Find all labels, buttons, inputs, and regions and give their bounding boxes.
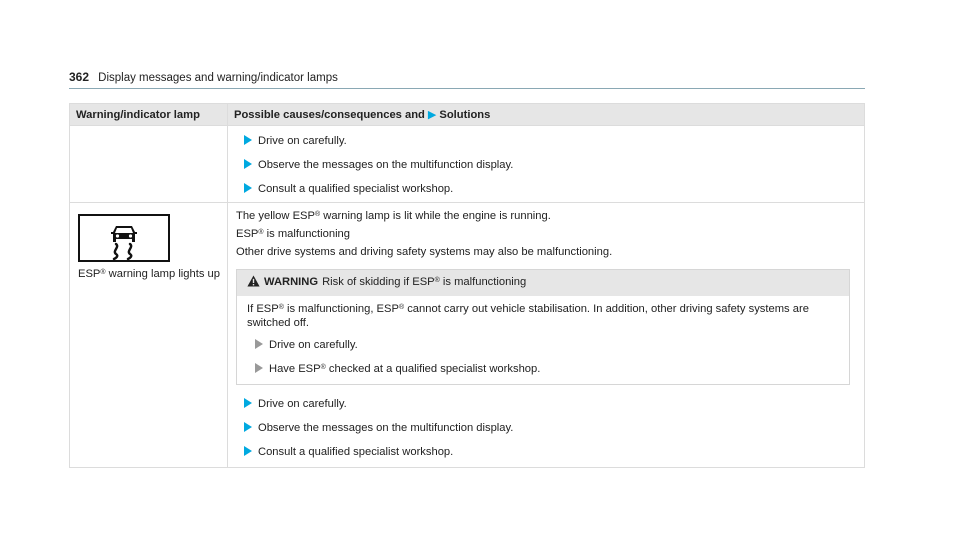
page-header [69, 70, 865, 84]
warning-header: WARNING Risk of skidding if ESP® is malfunctioning [237, 270, 849, 296]
column-header-causes [228, 104, 865, 126]
step-arrow-icon [255, 339, 263, 349]
arrow-right-icon: ▶ [427, 109, 437, 121]
warning-triangle-icon [247, 275, 260, 291]
step-arrow-icon [244, 159, 252, 169]
column-header-causes-label: Possible causes/consequences and [234, 109, 425, 121]
step-item: Drive on carefully. [236, 134, 858, 148]
page-title: Display messages and warning/indicator lamps [98, 72, 338, 84]
step-item: Drive on carefully. [247, 338, 841, 352]
step-item: Observe the messages on the multifunction display. [236, 158, 858, 172]
step-item: Consult a qualified specialist workshop. [236, 445, 858, 459]
lamp-cell-empty [70, 126, 228, 203]
step-arrow-icon [244, 135, 252, 145]
warning-lamp-table [69, 103, 865, 468]
table-header-row [70, 104, 865, 126]
warning-box [236, 269, 850, 385]
description-line: Other drive systems and driving safety systems may also be malfunctioning. [236, 246, 613, 258]
lamp-cell [70, 203, 228, 468]
esp-warning-lamp-icon [78, 214, 170, 262]
table-row [70, 203, 865, 468]
step-item: Consult a qualified specialist workshop. [236, 182, 858, 196]
description-line: The yellow ESP® warning lamp is lit while the engine is running. [236, 210, 551, 222]
solutions-cell [228, 126, 865, 203]
column-header-solutions-label: Solutions [439, 109, 491, 121]
warning-text: If ESP® is malfunctioning, ESP® cannot carry out vehicle stabilisation. In addition, other driving safety systems are switched off. [247, 303, 809, 329]
step-item: Observe the messages on the multifunction display. [236, 421, 858, 435]
column-header-lamp: Warning/indicator lamp [70, 104, 228, 126]
step-item: Have ESP® checked at a qualified specialist workshop. [247, 362, 841, 376]
step-arrow-icon [244, 446, 252, 456]
step-arrow-icon [244, 398, 252, 408]
table-row [70, 126, 865, 203]
step-item: Drive on carefully. [236, 397, 858, 411]
step-arrow-icon [244, 422, 252, 432]
page-number: 362 [69, 70, 90, 84]
warning-body [237, 296, 849, 384]
description-cell [228, 203, 865, 468]
step-arrow-icon [244, 183, 252, 193]
description-line: ESP® is malfunctioning [236, 228, 350, 240]
step-arrow-icon [255, 363, 263, 373]
header-divider [69, 88, 865, 89]
lamp-label: ESP® warning lamp lights up [78, 268, 220, 280]
warning-title: WARNING [264, 276, 319, 288]
